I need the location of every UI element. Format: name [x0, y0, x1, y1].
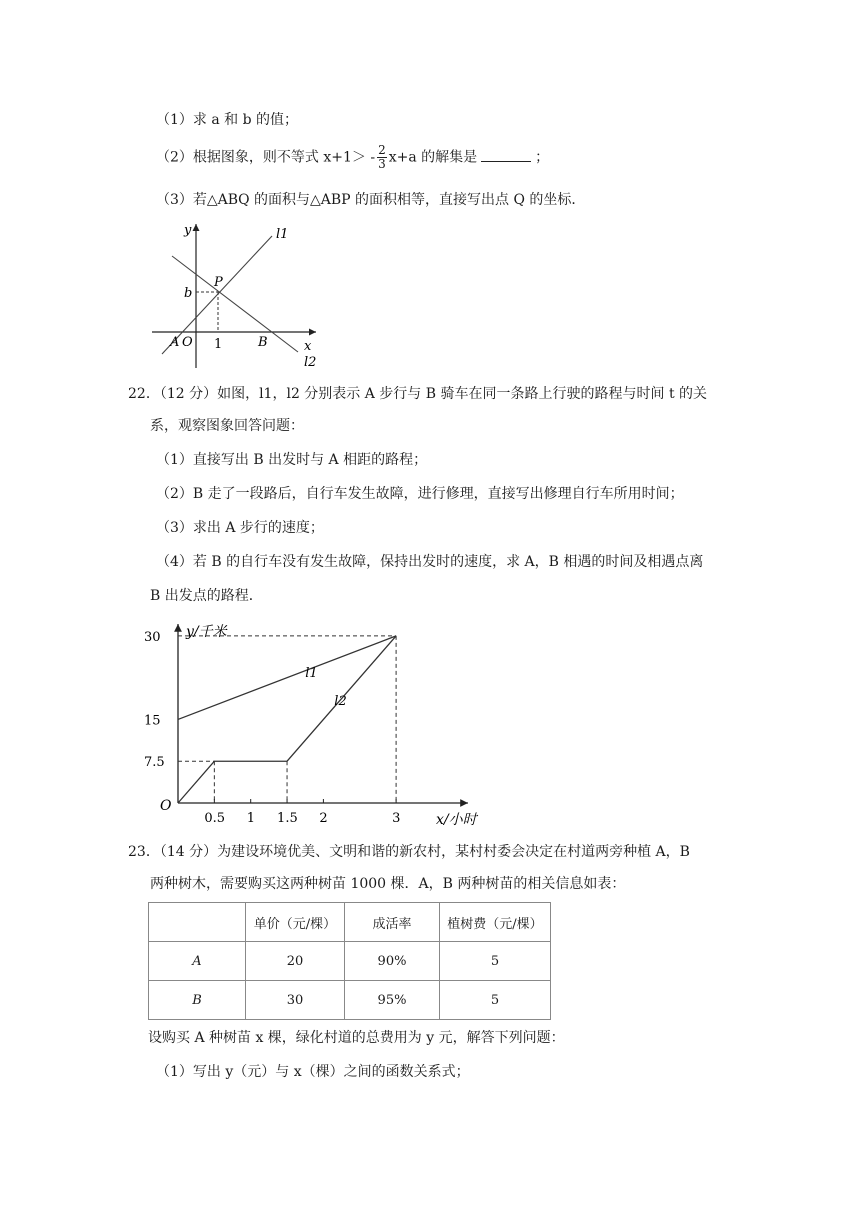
q22-chart — [140, 618, 490, 830]
series-line-l1 — [178, 636, 396, 720]
series-label-l2: l2 — [334, 693, 347, 709]
q21-part2 — [156, 144, 549, 171]
table-cell: 5 — [440, 981, 551, 1020]
q22-y-axis-label: y/千米 — [186, 624, 227, 640]
table-cell: 5 — [440, 942, 551, 981]
table-header-cell — [149, 903, 246, 942]
q22-head-1: 22．（12 分）如图，l1，l2 分别表示 A 步行与 B 骑车在同一条路上行驶的路程与时间 t 的关 — [128, 386, 708, 402]
q21-l1-label: l1 — [276, 227, 289, 242]
table-header-row — [149, 903, 551, 942]
q21-part3: （3）若△ABQ 的面积与△ABP 的面积相等，直接写出点 Q 的坐标． — [156, 192, 586, 208]
fraction — [377, 144, 387, 171]
table-cell: 30 — [246, 981, 345, 1020]
table-header-cell: 单价（元/棵） — [246, 903, 345, 942]
q22-head-2: 系，观察图象回答问题： — [150, 418, 304, 434]
tree-info-table — [148, 902, 551, 1020]
q21-y-label: y — [184, 223, 192, 238]
q21-part2-pre: （2）根据图象，则不等式 x+1＞ - — [156, 149, 376, 166]
q22-part3: （3）求出 A 步行的速度； — [156, 520, 324, 536]
q21-o-label: O — [182, 335, 193, 350]
table-cell: 95% — [345, 981, 440, 1020]
fraction-numerator: 2 — [378, 143, 386, 157]
q23-head-2: 两种树木，需要购买这两种树苗 1000 棵．A，B 两种树苗的相关信息如表： — [150, 876, 626, 892]
q22-part1: （1）直接写出 B 出发时与 A 相距的路程； — [156, 452, 428, 468]
q21-l2-label: l2 — [304, 355, 317, 370]
q23-part1: （1）写出 y（元）与 x（棵）之间的函数关系式； — [156, 1064, 470, 1080]
q21-a-label: A — [170, 335, 180, 350]
table-row — [149, 942, 551, 981]
q21-part2-post: x+a 的解集是 — [388, 149, 478, 166]
x-tick-label: 1 — [246, 811, 255, 826]
x-tick-label: 2 — [319, 811, 328, 826]
q21-part2-end: ； — [535, 149, 550, 166]
q21-one-label: 1 — [214, 337, 223, 352]
q21-x-label: x — [304, 339, 312, 354]
answer-blank — [481, 147, 531, 162]
x-tick-label: 0.5 — [204, 811, 226, 826]
table-row — [149, 981, 551, 1020]
q21-bpoint-label: B — [258, 335, 268, 350]
q22-part2: （2）B 走了一段路后，自行车发生故障，进行修理，直接写出修理自行车所用时间； — [156, 486, 684, 502]
table-cell: 20 — [246, 942, 345, 981]
table-header-cell: 成活率 — [345, 903, 440, 942]
x-tick-label: 1.5 — [277, 811, 298, 826]
q21-p-label: P — [214, 275, 223, 290]
y-tick-label: 7.5 — [144, 755, 165, 771]
q21-b-label: b — [184, 286, 193, 301]
q22-origin-label: O — [160, 798, 172, 814]
q23-head-1: 23．（14 分）为建设环境优美、文明和谐的新农村，某村村委会决定在村道两旁种植 A，B — [128, 844, 690, 860]
q21-graph — [148, 218, 328, 374]
series-label-l1: l1 — [305, 666, 318, 682]
table-header-cell: 植树费（元/棵） — [440, 903, 551, 942]
q21-part1: （1）求 a 和 b 的值； — [156, 112, 299, 128]
q23-setup: 设购买 A 种树苗 x 棵，绿化村道的总费用为 y 元，解答下列问题： — [148, 1030, 565, 1046]
y-tick-label: 15 — [144, 713, 161, 729]
table-cell: 90% — [345, 942, 440, 981]
table-cell: A — [149, 942, 246, 981]
fraction-denominator: 3 — [378, 157, 386, 171]
q22-part4-line1: （4）若 B 的自行车没有发生故障，保持出发时的速度，求 A，B 相遇的时间及相遇点离 — [156, 554, 704, 570]
q22-x-axis-label: x/小时 — [436, 812, 477, 828]
y-tick-label: 30 — [144, 629, 161, 645]
q22-part4-line2: B 出发点的路程． — [150, 588, 263, 604]
table-cell: B — [149, 981, 246, 1020]
x-tick-label: 3 — [392, 811, 401, 826]
